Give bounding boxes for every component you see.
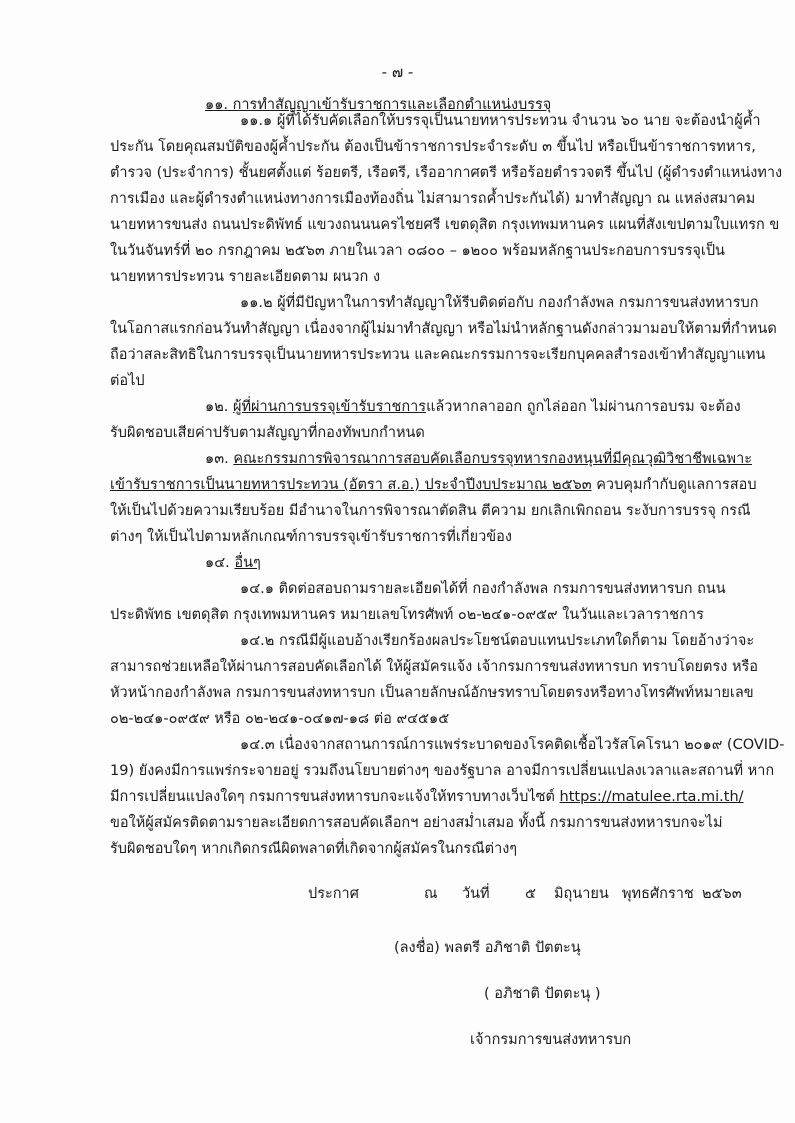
section-11-2-line: ต่อไป <box>110 373 145 389</box>
section-14-3-line: ขอให้ผู้สมัครติดตามรายละเอียดการสอบคัดเลือกฯ อย่างสม่ำเสมอ ทั้งนี้ กรมการขนส่งทหารบกจะไม่ <box>110 815 723 831</box>
section-11-1-line: นายทหารขนส่ง ถนนประดิพัทธ์ แขวงถนนนครไชยศรี เขตดุสิต กรุงเทพมหานคร แผนที่สังเขปตามใบแทรก ข <box>110 217 780 233</box>
section-11-1-line: การเมือง และผู้ดำรงตำแหน่งทางการเมืองท้องถิ่น ไม่สามารถค้ำประกันได้) มาทำสัญญา ณ แหล่งสมาคม <box>110 191 756 207</box>
signature-name: ( อภิชาติ ปัตตะนุ ) <box>484 986 601 1002</box>
announce-word: ๒๕๖๓ <box>702 886 742 902</box>
section-14-3-line: 19) ยังคงมีการแพร่กระจายอยู่ รวมถึงนโยบายต่างๆ ของรัฐบาล อาจมีการเปลี่ยนแปลงเวลาและสถานที่ หาก <box>110 763 775 779</box>
section-11-1-line: ในวันจันทร์ที่ ๒๐ กรกฎาคม ๒๕๖๓ ภายในเวลา ๐๘๐๐ – ๑๒๐๐ พร้อมหลักฐานประกอบการบรรจุเป็น <box>110 243 725 259</box>
section-12-rest: แล้วหากลาออก ถูกไล่ออก ไม่ผ่านการอบรม จะต้อง <box>426 399 741 415</box>
section-14-2-line: หัวหน้ากองกำลังพล กรมการขนส่งทหารบก เป็นลายลักษณ์อักษรทราบโดยตรงหรือทางโทรศัพท์หมายเลข <box>110 685 754 701</box>
announce-word: มิถุนายน <box>554 886 609 902</box>
section-11-2-line: ถือว่าสละสิทธิในการบรรจุเป็นนายทหารประทวน และคณะกรรมการจะเรียกบุคคลสำรองเข้าทำสัญญาแทน <box>110 347 766 363</box>
section-14-3-line: รับผิดชอบใดๆ หากเกิดกรณีผิดพลาดที่เกิดจากผู้สมัครในกรณีต่างๆ <box>110 841 518 857</box>
section-11-2-line: ๑๑.๒ ผู้ที่มีปัญหาในการทำสัญญาให้รีบติดต่อกับ กองกำลังพล กรมการขนส่งทหารบก <box>240 295 759 311</box>
section-14-3-line: ๑๔.๓ เนื่องจากสถานการณ์การแพร่ระบาดของโรคติดเชื้อไวรัสโคโรนา ๒๐๑๙ (COVID- <box>240 737 785 753</box>
section-14-3-text: มีการเปลี่ยนแปลงใดๆ กรมการขนส่งทหารบกจะแจ้งให้ทราบทางเว็บไซต์ <box>110 789 560 805</box>
section-13-underlined-2: เข้ารับราชการเป็นนายทหารประทวน (อัตรา ส.อ.) ประจำปีงบประมาณ ๒๕๖๓ <box>110 477 592 493</box>
announce-word: ประกาศ <box>308 886 359 902</box>
section-11-1-line: นายทหารประทวน รายละเอียดตาม ผนวก ง <box>110 269 381 285</box>
section-11-2-line: ในโอกาสแรกก่อนวันทำสัญญา เนื่องจากผู้ไม่มาทำสัญญา หรือไม่นำหลักฐานดังกล่าวมามอบให้ตามที่กำหนด <box>110 321 777 337</box>
section-13-line-3: ให้เป็นไปด้วยความเรียบร้อย มีอำนาจในการพิจารณาตัดสิน ตีความ ยกเลิกเพิกถอน ระงับการบรรจุ กรณี <box>110 503 751 519</box>
section-11-1-line: ประกัน โดยคุณสมบัติของผู้ค้ำประกัน ต้องเป็นข้าราชการประจำระดับ ๓ ขึ้นไป หรือเป็นข้าราชการทหาร, <box>110 139 756 155</box>
signature-title: เจ้ากรมการขนส่งทหารบก <box>470 1032 632 1048</box>
section-14-2-line: ๑๔.๒ กรณีมีผู้แอบอ้างเรียกร้องผลประโยชน์ตอบแทนประเภทใดก็ตาม โดยอ้างว่าจะ <box>240 633 755 649</box>
section-13-line-2-rest: ควบคุมกำกับดูแลการสอบ <box>591 477 757 493</box>
section-14-1-line: ๑๔.๑ ติดต่อสอบถามรายละเอียดได้ที่ กองกำลังพล กรมการขนส่งทหารบก ถนน <box>240 581 726 597</box>
section-11-heading: ๑๑. การทำสัญญาเข้ารับราชการและเลือกตำแหน่งบรรจุ <box>205 97 552 113</box>
section-14-heading <box>205 553 261 573</box>
signature-signed-line: (ลงชื่อ) พลตรี อภิชาติ ปัตตะนุ <box>394 940 581 956</box>
section-13-line <box>205 449 752 469</box>
section-12-prefix: ๑๒. <box>205 399 233 415</box>
announce-word: วันที่ <box>462 886 490 902</box>
section-13-underlined-1: คณะกรรมการพิจารณาการสอบคัดเลือกบรรจุทหารกองหนุนที่มีคุณวุฒิวิชาชีพเฉพาะ <box>233 451 753 467</box>
announce-word: ๕ <box>525 886 536 902</box>
section-14-2-line: ๐๒-๒๔๑-๐๙๕๙ หรือ ๐๒-๒๔๑-๐๔๑๗-๑๘ ต่อ ๙๔๕๑๕ <box>110 711 450 727</box>
website-link[interactable]: https://matulee.rta.mi.th/ <box>559 789 744 805</box>
announce-word: พุทธศักราช <box>622 886 694 902</box>
section-13-line-4: ต่างๆ ให้เป็นไปตามหลักเกณฑ์การบรรจุเข้ารับราชการที่เกี่ยวข้อง <box>110 529 512 545</box>
section-13-line-2 <box>110 475 757 495</box>
section-11-1-line: ตำรวจ (ประจำการ) ชั้นยศตั้งแต่ ร้อยตรี, เรือตรี, เรืออากาศตรี หรือร้อยตำรวจตรี ขึ้นไป (ผู้ดำรงตำแหน่งทาง <box>110 165 783 181</box>
section-14-2-line: สามารถช่วยเหลือให้ผ่านการสอบคัดเลือกได้ ให้ผู้สมัครแจ้ง เจ้ากรมการขนส่งทหารบก ทราบโดยตรง หรือ <box>110 659 758 675</box>
page-number: - ๗ - <box>381 63 414 81</box>
announce-word: ณ <box>424 886 438 902</box>
section-13-prefix: ๑๓. <box>205 451 234 467</box>
section-14-3-line <box>110 787 744 807</box>
section-14-heading-text: อื่นๆ <box>234 555 261 571</box>
section-14-1-line: ประดิพัทธ เขตดุสิต กรุงเทพมหานคร หมายเลขโทรศัพท์ ๐๒-๒๔๑-๐๙๕๙ ในวันและเวลาราชการ <box>110 607 704 623</box>
section-12-line <box>205 397 741 417</box>
section-12-underlined: ผู้ที่ผ่านการบรรจุเข้ารับราชการ <box>232 399 427 415</box>
section-11-1-line: ๑๑.๑ ผู้ที่ได้รับคัดเลือกให้บรรจุเป็นนายทหารประทวน จำนวน ๖๐ นาย จะต้องนำผู้ค้ำ <box>240 113 761 129</box>
section-14-prefix: ๑๔. <box>205 555 235 571</box>
section-12-line-2: รับผิดชอบเสียค่าปรับตามสัญญาที่กองทัพบกกำหนด <box>110 425 425 441</box>
